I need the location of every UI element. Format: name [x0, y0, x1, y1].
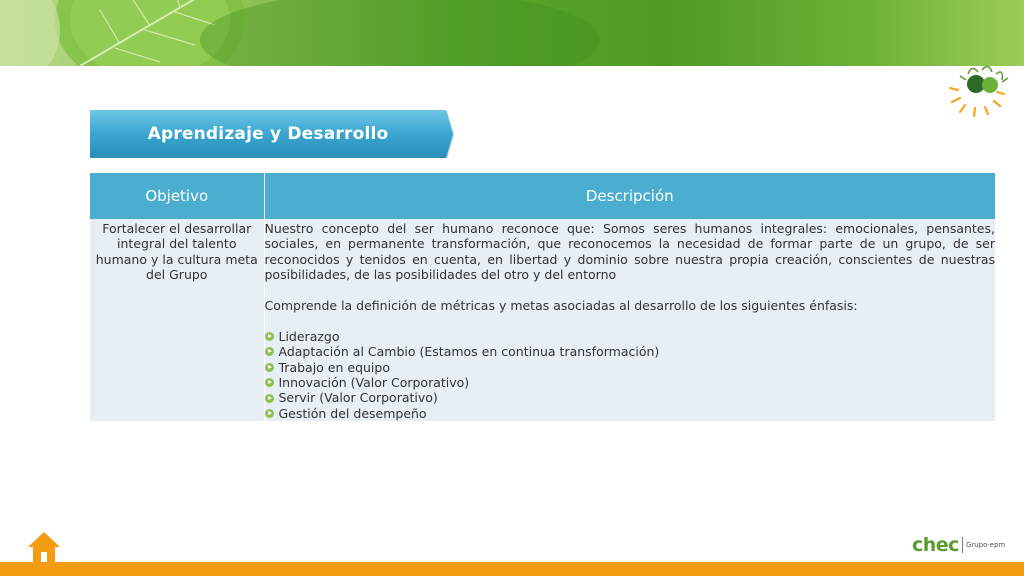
sun-logo-icon [938, 60, 1018, 120]
list-item-label: Gestión del desempeño [278, 405, 427, 421]
green-bullet-icon [265, 378, 274, 387]
list-item-label: Trabajo en equipo [278, 359, 390, 375]
list-item-label: Innovación (Valor Corporativo) [278, 375, 470, 391]
brand-name: chec [912, 534, 959, 556]
green-bullet-icon [265, 394, 274, 403]
list-item-label: Adaptación al Cambio (Estamos en continua transformación) [278, 344, 660, 360]
brand-group: Grupo·epm [965, 541, 1006, 549]
list-item [265, 406, 996, 421]
table-header-row [90, 173, 995, 219]
objective-cell: Fortalecer el desarrollar integral del talento humano y la cultura meta del Grupo [90, 219, 264, 421]
emphasis-intro: Comprende la definición de métricas y metas asociadas al desarrollo de los siguientes énfasis: [264, 298, 858, 314]
list-item [265, 344, 996, 359]
section-title-tab [90, 110, 454, 158]
green-bullet-icon [265, 363, 274, 372]
list-item [265, 329, 996, 344]
list-item [265, 375, 996, 390]
header-descripcion: Descripción [264, 173, 995, 219]
list-item-label: Liderazgo [278, 328, 340, 344]
list-item [265, 390, 996, 405]
footer-bar [0, 562, 1024, 576]
green-bullet-icon [265, 409, 274, 418]
header-banner [0, 0, 1024, 66]
emphasis-list [265, 329, 996, 421]
leaf-decoration [0, 0, 1024, 66]
brand-logo [912, 534, 1005, 556]
table-row [90, 219, 995, 421]
section-title: Aprendizaje y Desarrollo [147, 124, 389, 144]
green-bullet-icon [265, 332, 274, 341]
brand-divider [962, 537, 963, 553]
list-item [265, 360, 996, 375]
home-icon[interactable] [27, 530, 61, 564]
green-bullet-icon [265, 347, 274, 356]
objective-description-table [90, 173, 995, 421]
header-objetivo: Objetivo [90, 173, 264, 219]
description-cell [264, 219, 995, 421]
list-item-label: Servir (Valor Corporativo) [278, 390, 438, 406]
description-paragraph: Nuestro concepto del ser humano reconoce que: Somos seres humanos integrales: emocionales, pensantes, sociales, en permanente transformación, que reconocemos la necesidad de formar parte de un grupo, de ser reconocidos y tenidos en cuenta, en libertad y dominio sobre nuestra propia creación, conscientes de nuestras posibilidades, de las posibilidades del otro y del entorno [264, 221, 995, 283]
